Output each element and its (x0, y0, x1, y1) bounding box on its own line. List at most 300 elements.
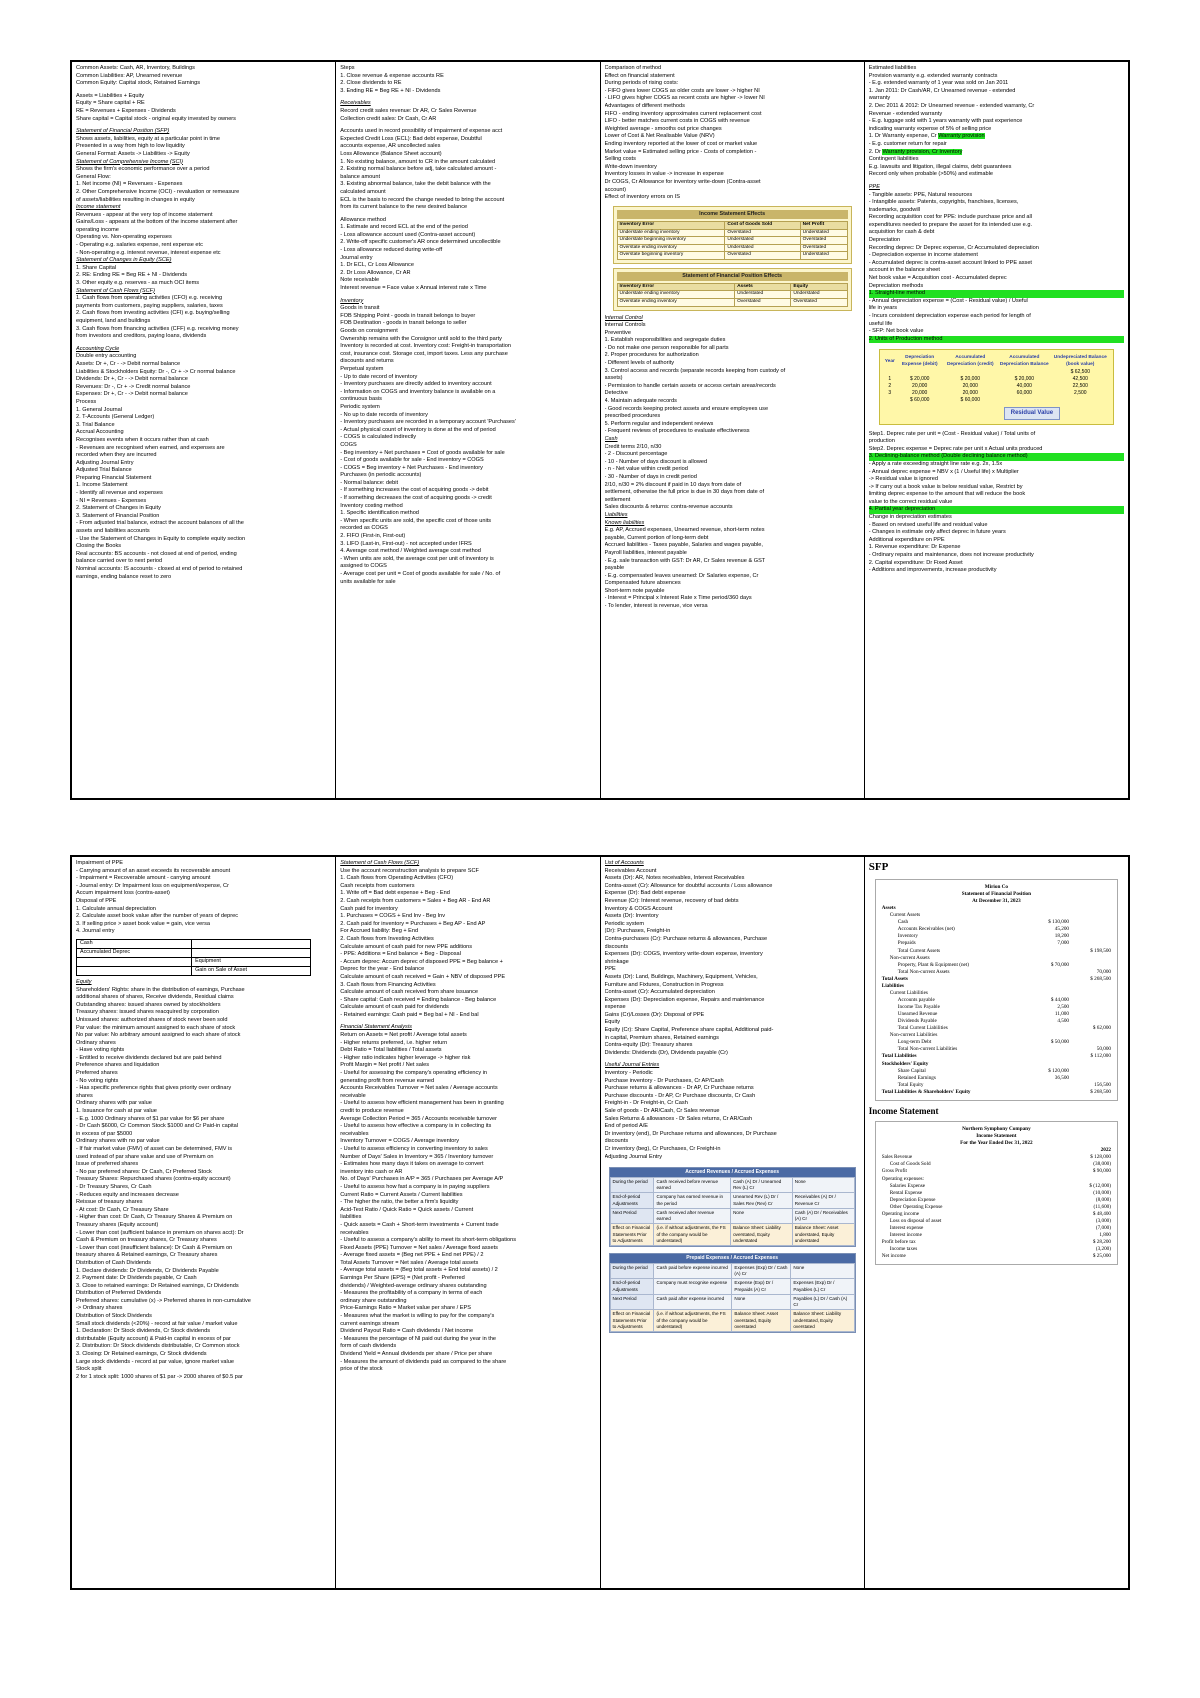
note-line: shrinkage (604, 958, 629, 965)
note-line: Dividends: Dividends (Dr), Dividends payable (Cr) (604, 1049, 728, 1056)
note-line: - E.g. extended warranty of 1 year was sold on Jan 2011 (868, 80, 1009, 87)
adj-cell: (i.e. if without adjustments, the FS of the company would be understated) (654, 1310, 732, 1332)
note-line: Contra-asset (Cr): Allowance for doubtful accounts / Loss allowance (604, 882, 773, 889)
table-cell: Understated (725, 244, 800, 252)
note-line: - Higher than cost: Dr Cash, Cr Treasury Shares & Premium on (76, 1214, 233, 1221)
note-line: Allowance method (340, 216, 386, 223)
note-line: useful life (868, 320, 893, 327)
p1-column-1 (72, 62, 336, 798)
note-line: Real accounts: BS accounts - not closed at end of period, ending (76, 550, 237, 557)
note-line: 2 for 1 stock split: 1000 shares of $1 par -> 2000 shares of $0.5 par (76, 1373, 243, 1380)
note-line: 2. Other Comprehensive Income (OCI) - revaluation or remeasure (76, 188, 240, 195)
note-line: Recognises events when it occurs rather than at cash (76, 436, 209, 443)
dep-cell: 42,500 (1072, 376, 1088, 383)
adj-cell: End-of-period Adjustments (610, 1193, 654, 1208)
note-line: cost, insurance cost. Storage cost, import taxes. Less any purchase (340, 350, 508, 357)
note-line: - Impairment = Recoverable amount - carrying amount (76, 875, 211, 882)
note-line: - Beg inventory + Net purchases = Cost of goods available for sale (340, 449, 505, 456)
note-line: Sales discounts & returns: contra-revenue accounts (604, 504, 733, 511)
note-line: - Up to date record of inventory (340, 373, 418, 380)
note-line: - Intangible assets: Patents, copyrights, franchises, licenses, (868, 199, 1019, 206)
is-line: Salaries Expense $ (12,000) (889, 1182, 1111, 1189)
note-line: Preference shares and liquidation (76, 1062, 160, 1069)
note-line: life in years (868, 305, 898, 312)
note-line: Equity (604, 1019, 621, 1026)
section-heading: Liabilities (604, 511, 628, 518)
income-statement (875, 1121, 1118, 1265)
note-line: Additional expenditure on PPE (868, 536, 945, 543)
note-line: Assets = Liabilities + Equity (76, 92, 145, 99)
adj-cell: Expense (Exp) Dr / Prepaids (A) Cr (732, 1279, 791, 1294)
note-line: form of cash dividends (340, 1343, 397, 1350)
note-line: General Format: Assets -> Liabilities -> Equity (76, 150, 190, 157)
section-heading: Equity (76, 978, 92, 985)
residual-value-label: Residual Value (1004, 407, 1060, 419)
note-line: RE = Revenues + Expenses - Dividends (76, 107, 176, 114)
note-line: Dividend Yield = Annual dividends per share / Price per share (340, 1351, 493, 1357)
sfp-line: Stockholders' Equity (881, 1060, 929, 1067)
adj-cell: Balance Sheet: Asset overstated, Equity overstated (732, 1310, 791, 1332)
table-header: Inventory Error (617, 222, 725, 230)
note-line: Par value: the minimum amount assigned to each share of stock (76, 1024, 236, 1031)
note-line: - Annual deprec expense = NBV x (1 / Useful life) x Multiplier (868, 468, 1019, 475)
is-line: Depreciation Expense (8,000) (889, 1196, 1111, 1203)
sfp-line: Total Non-current Liabilities 50,000 (897, 1046, 1111, 1053)
note-line: Small stock dividends (<20%) - record at fair value / market value (76, 1320, 238, 1327)
adj-cell: Company has earned revenue in the period (654, 1193, 731, 1208)
note-line: - COGS is calculated indirectly (340, 434, 417, 441)
note-line: Profit Margin = Net profit / Net sales (340, 1062, 430, 1069)
note-line: - Operating e.g. salaries expense, rent expense etc (76, 242, 203, 249)
note-line: Contra-equity (Dr): Treasury shares (604, 1042, 693, 1049)
note-line: Purchases (in periodic accounts) (340, 472, 422, 479)
table-cell: Understated (800, 229, 847, 237)
note-line: 2. FIFO (First-in, First-out) (340, 533, 406, 540)
note-line: Goods on consignment (340, 328, 398, 334)
note-line: Deprec for the year - End balance (340, 966, 425, 973)
note-line: Cr inventory (beg), Cr Purchases, Cr Freight-in (604, 1145, 721, 1152)
table-cell: Understated (800, 252, 847, 260)
table-cell: Overstate ending inventory (617, 244, 725, 252)
p2-column-3 (601, 857, 865, 1588)
note-line: 2/10, n/30 = 2% discount if paid in 10 days from date of (604, 481, 742, 488)
note-line: Periodic system (604, 920, 644, 927)
note-line: No. of Days' Purchases in A/P = 365 / Purchases per Average A/P (340, 1176, 504, 1183)
note-line: - E.g. sale transaction with GST: Dr AR, Cr Sales revenue & GST (604, 557, 766, 564)
note-line: - From adjusted trial balance, extract the account balances of all the (76, 520, 244, 527)
sfp-line: Property, Plant & Equipment (net) $ 70,000 (897, 961, 1069, 968)
note-line: inventory into cash or AR (340, 1168, 403, 1175)
note-line: Expense (Dr): Bad debt expense (604, 890, 686, 897)
note-line: Assets: Dr +, Cr - -> Debit normal balance (76, 360, 181, 367)
note-line: - LIFO gives higher COGS as recent costs are higher -> lower NI (604, 95, 765, 102)
note-line: - E.g. 1000 Ordinary shares of $1 par value for $6 per share (76, 1115, 225, 1122)
note-line: payments from customers, paying suppliers, salaries, taxes (76, 302, 223, 309)
note-line: 2. Dec 2011 & 2012: Dr Unearned revenue - extended warranty, Cr (868, 102, 1035, 109)
dep-cell: $ 60,000 (909, 396, 930, 403)
sfp-company: Mirion Co (984, 883, 1008, 890)
adj-cell: None (732, 1294, 791, 1309)
note-line: liabilities (340, 1214, 362, 1221)
adj-cell: Payables (L) Dr / Cash (A) Cr (791, 1294, 854, 1309)
note-line: Cash paid for inventory (340, 905, 398, 912)
sfp-line: Prepaids 7,000 (897, 940, 1069, 947)
note-line: 2. Proper procedures for authorization (604, 352, 699, 359)
sfp-line: Total Current Liabilities $ 62,000 (897, 1025, 1111, 1032)
note-line: - Quick assets = Cash + Short-term investments + Current trade (340, 1221, 499, 1228)
is-line: Operating expenses: (881, 1175, 924, 1182)
dep-cell: 2 (888, 383, 892, 389)
note-line: - Useful to assess how fast a company is in paying suppliers (340, 1183, 490, 1190)
sfp-heading: SFP (868, 861, 889, 873)
adj-cell: Expenses (Exp) Dr / Payables (L) Cr (791, 1279, 854, 1294)
note-line: generating profit from revenue earned (340, 1077, 435, 1084)
note-line: Cash & Premium on treasury shares, Cr Treasury shares (76, 1237, 217, 1244)
note-line: current earnings stream (340, 1320, 400, 1327)
table-header: Assets (735, 283, 791, 291)
note-line: 3. Other equity e.g. reserves - as much OCI items (76, 280, 200, 287)
note-line: Return on Assets = Net profit / Average total assets (340, 1032, 467, 1039)
note-line: No par value: No arbitrary amount assigned to each share of stock (76, 1032, 241, 1039)
note-line: 1. Income Statement (76, 482, 128, 489)
note-line: Ordinary shares with no par value (76, 1138, 160, 1145)
note-line: Assets (Dr): AR, Notes receivables, Interest Receivables (604, 875, 745, 882)
dep-cell: 20,000 (912, 383, 928, 389)
note-line: Presented in a way from high to low liquidity (76, 143, 185, 150)
disposal-journal-entry (76, 939, 311, 976)
table-row (617, 237, 847, 245)
dep-cell: 40,000 (1016, 383, 1032, 389)
section-heading: Statement of Cash Flows (SCF) (340, 860, 420, 866)
note-line: Recording acquisition cost for PPE: include purchase price and all (868, 214, 1032, 221)
note-line: Adjusting Journal Entry (604, 1153, 663, 1160)
dep-header: Accumulated Depreciation (credit) (946, 355, 994, 367)
note-line: - Incurs consistent depreciation expense each period for length of (868, 313, 1031, 319)
sfp-line: Non-current Liabilities (889, 1032, 938, 1039)
note-line: E.g. lawsuits and litigation, illegal claims, debt guarantees (868, 163, 1012, 170)
note-line: During periods of rising costs: (604, 80, 679, 87)
note-line: 2. Cash flows from investing activities (CFI) e.g. buying/selling (76, 310, 230, 317)
note-line: Inventory losses in value -> increase in expense (604, 171, 724, 178)
note-line: - When units are sold, the average cost per unit of inventory is (340, 555, 494, 562)
is-date: For the Year Ended Dec 31, 2022 (960, 1140, 1033, 1147)
accrued-revenues-table (609, 1167, 856, 1247)
adj-cell: Next Period (610, 1294, 654, 1309)
acc2-title: Prepaid Expenses / Accrued Expenses (610, 1254, 855, 1263)
note-line: accounts expense, AR uncollected sales (340, 143, 441, 150)
note-line: - Information on COGS and inventory balance is available on a (340, 388, 496, 395)
section-heading: PPE (868, 183, 880, 190)
note-line: 1. Cash flows from operating activities (CFO) e.g. receiving (76, 295, 223, 302)
section-heading: Internal Control (604, 314, 643, 321)
note-line: Expenses: Dr +, Cr - -> Debit normal balance (76, 391, 188, 398)
sfp-line: Share Capital $ 120,000 (897, 1067, 1069, 1074)
note-line: Dividends: Dr +, Cr - -> Debit normal balance (76, 376, 188, 383)
dep-cell: 2,500 (1074, 389, 1087, 396)
note-line: - Permission to handle certain assets or access certain areas/records (604, 382, 776, 389)
sfp-line: Retained Earnings 36,500 (897, 1074, 1069, 1081)
note-line: - PPE: Additions = End balance + Beg - Disposal (340, 951, 461, 958)
sfp-date: At December 31, 2023 (972, 898, 1021, 905)
adj-row (610, 1263, 854, 1278)
note-line: Gains (Cr)/Losses (Dr): Disposal of PPE (604, 1011, 705, 1018)
note-line: 2. Capital expenditure: Dr Fixed Asset (868, 559, 963, 566)
note-line: - Do not make one person responsible for all parts (604, 344, 729, 351)
note-line: Contra-purchases (Cr): Purchase returns & allowances, Purchase (604, 935, 768, 942)
note-line: 2. Cash flows from Investing Activities (340, 935, 434, 942)
note-line: - Use the Statement of Changes in Equity to complete equity section (76, 535, 246, 542)
note-line: Compensated future absences (604, 580, 681, 587)
note-line: assets) (604, 375, 623, 382)
note-line: receivables (340, 1130, 369, 1137)
note-line: - Measures the amount of dividends paid as compared to the share (340, 1358, 507, 1365)
note-line: assets and liabilities accounts (76, 528, 150, 535)
note-line: - Depreciation expense in income statement (868, 252, 978, 259)
sfp-line: Income Tax Payable 2,500 (897, 1004, 1069, 1011)
note-line: - Good records keeping protect assets and ensure employees use (604, 405, 769, 412)
adj-cell: Effect on Financial Statements Prior to Adjustments (610, 1310, 654, 1332)
note-line: - No up to date records of inventory (340, 411, 428, 418)
note-line: Distribution of Stock Dividends (76, 1313, 152, 1320)
adj-cell: During the period (610, 1263, 654, 1278)
note-line: discounts (604, 943, 629, 950)
table-header: Net Profit (800, 222, 847, 230)
table-cell: Understate beginning inventory (617, 237, 725, 245)
note-line: 2. Cash paid for inventory = Purchases + Beg AP - End AP (340, 920, 486, 927)
note-line: Ordinary shares with par value (76, 1100, 152, 1107)
note-line: Dr COGS, Cr Allowance for inventory write-down (Contra-asset (604, 178, 761, 185)
note-line: discounts and returns (340, 358, 394, 365)
note-line: expenditures needed to prepare the asset for its intended use e.g. (868, 221, 1033, 228)
adj-row (610, 1193, 854, 1208)
note-line: - Inventory purchases are directly added to inventory account (340, 381, 492, 388)
note-line: credit to produce revenue (340, 1108, 404, 1114)
note-line: Closing the Books (76, 543, 122, 550)
highlighted-line: 2. Units of Production method (869, 336, 1124, 344)
note-line: Common Liabilities: AP, Unearned revenue (76, 72, 183, 79)
note-line: Accrued liabilities - Taxes payable, Salaries and wages payable, (604, 542, 763, 549)
note-line: distributable (Equity account) & Paid-in capital in excess of par (76, 1335, 231, 1342)
section-heading: Income statement (76, 204, 121, 211)
note-line: acquisition for cash & debt (868, 229, 935, 236)
note-line: -> Ordinary shares (76, 1305, 123, 1312)
highlight: Warranty provision (938, 133, 985, 140)
table-header: Cost of Goods Sold (725, 222, 800, 230)
table-cell: Overstate beginning inventory (617, 252, 725, 260)
note-line: - Lower than cost (insufficient balance): Dr Cash & Premium on (76, 1244, 233, 1251)
table-header: Inventory Error (617, 283, 735, 291)
note-line: Revenue - extended warranty (868, 110, 943, 117)
dep-cell (997, 397, 1052, 404)
dep-cell: 20,000 (962, 389, 978, 396)
note-line: prescribed procedures (604, 413, 661, 420)
note-line: - Dr Treasury Shares, Cr Cash (76, 1183, 152, 1190)
section-heading: Known liabilities (604, 519, 645, 526)
table-cell: Overstated (800, 244, 847, 252)
is-line: Loss on disposal of asset (3,000) (889, 1217, 1111, 1224)
note-line: - Different levels of authority (604, 360, 675, 367)
income-statement-effects-table (613, 206, 852, 264)
note-line: - At cost: Dr Cash, Cr Treasury Share (76, 1206, 169, 1213)
note-line: 2. Cash receipts from customers = Sales + Beg AR - End AR (340, 897, 491, 904)
note-line: Stock split (76, 1366, 102, 1373)
note-line: - Cost of goods available for sale - End inventory = COGS (340, 457, 484, 464)
note-line: Expected Credit Loss (ECL): Bad debt expense, Doubtful (340, 135, 482, 142)
note-line: 2. Distribution: Dr Stock dividends distributable, Cr Common stock (76, 1343, 240, 1350)
sfp-line: Total Assets $ 268,500 (881, 975, 1111, 982)
is-line: Income taxes (3,200) (889, 1246, 1111, 1253)
note-line: Accum impairment loss (contra-asset) (76, 890, 170, 897)
section-heading: Inventory (340, 297, 364, 304)
note-line: limiting deprec expense to the amount that will reduce the book (868, 491, 1026, 498)
note-line: Revenue (Cr): Interest revenue, recovery of bad debts (604, 897, 739, 904)
note-line: 3. Close to retained earnings: Dr Retained earnings, Cr Dividends (76, 1282, 239, 1289)
note-line: Lower of Cost & Net Realisable Value (NRV) (604, 133, 715, 140)
note-line: ordinary share outstanding (340, 1297, 407, 1304)
section-heading: Statement of Cash Flows (SCF) (76, 287, 155, 294)
note-line: - E.g. luggage sold with 1 years warranty with past experience (868, 118, 1023, 125)
note-line: - Average total assets = (Beg total assets + End total assets) / 2 (340, 1267, 498, 1274)
note-line: - Loss allowance reduced during write-off (340, 247, 443, 254)
is-heading: Income Statement (868, 1105, 939, 1116)
note-line: - Normal balance: debit (340, 479, 399, 486)
note-line: - Useful to assess how efficient management has been in granting (340, 1100, 504, 1107)
note-line: Outstanding shares: issued shares owned by stockholders (76, 1001, 221, 1008)
depreciation-schedule (879, 349, 1114, 424)
note-line: - The higher the ratio, the better a firm's liquidity (340, 1199, 459, 1206)
note-line: Collection credit sales: Dr Cash, Cr AR (340, 115, 437, 122)
dep-cell (1052, 397, 1109, 404)
note-line: Contra-asset (Cr): Accumulated depreciation (604, 989, 715, 996)
note-line: ECL is the basis to record the change needed to bring the account (340, 196, 505, 203)
dep-row (884, 397, 1109, 404)
dep-cell: 20,000 (912, 389, 928, 396)
note-line: payable (604, 565, 625, 572)
adj-row (610, 1177, 854, 1192)
note-line: FIFO - ending inventory approximates current replacement cost (604, 110, 762, 117)
note-line: Advantages of different methods (604, 102, 685, 109)
sfp-line: Non-current Assets (889, 954, 930, 961)
note-line: 5. Perform regular and independent reviews (604, 420, 714, 427)
dep-header: Year (884, 358, 895, 364)
note-line: Average Collection Period = 365 / Accounts receivable turnover (340, 1115, 498, 1122)
note-line: payable, Current portion of long-term debt (604, 534, 709, 541)
is-line: Net income $ 25,000 (881, 1253, 1111, 1260)
table-cell: Understated (725, 237, 800, 245)
note-line: - Dr Cash $6000, Cr Common Stock $1000 and Cr Paid-in capital (76, 1123, 238, 1130)
note-line: Ending inventory reported at the lower of cost or market value (604, 140, 758, 147)
note-line: balance amount (340, 173, 381, 180)
dep-cell: $ 62,500 (1070, 369, 1091, 376)
note-line: - Actual physical count of inventory is done at the end of period (340, 426, 496, 433)
note-line: - Annual depreciation expense = (Cost - Residual value) / Useful (868, 297, 1028, 304)
note-line: - Average cost per unit = Cost of goods available for sale / No. of (340, 571, 501, 577)
note-line: Fixed Assets (PPE) Turnover = Net sales / Average fixed assets (340, 1244, 498, 1251)
note-line: Sale of goods - Dr AR/Cash, Cr Sales revenue (604, 1108, 720, 1114)
note-line: treasury shares & Retained earnings, Cr Treasury shares (76, 1252, 218, 1259)
table-row (617, 291, 847, 299)
is-line: Interest expense (7,000) (889, 1224, 1111, 1231)
highlight: Warranty provision, Cr Inventory (882, 148, 963, 155)
note-line: 1. Net income (NI) = Revenues - Expenses (76, 181, 183, 188)
adj-row (610, 1294, 854, 1309)
adj-cell: Effect on Financial Statements Prior to Adjustments (610, 1224, 654, 1246)
is-line: Profit before tax $ 28,200 (881, 1239, 1111, 1246)
note-line: - To lender, interest is revenue, vice versa (604, 603, 708, 610)
note-line: Debt Ratio = Total liabilities / Total assets (340, 1047, 442, 1054)
note-line: Treasury shares: issued shares reacquired by corporation (76, 1009, 219, 1016)
sfp-line: Current Assets (889, 912, 921, 919)
note-line: FOB Destination - goods in transit belongs to seller (340, 320, 467, 327)
note-line: Common Equity: Capital stock, Retained Earnings (76, 80, 201, 87)
note-line: Payroll liabilities, interest payable (604, 549, 687, 556)
note-line: End of period A/E (604, 1123, 649, 1130)
note-line: Distribution of Preferred Dividends (76, 1290, 162, 1297)
dep-cell: 20,000 (962, 383, 978, 389)
note-line: 2. Statement of Changes in Equity (76, 505, 161, 512)
dep-row (884, 390, 1109, 397)
note-line: Purchase inventory - Dr Purchases, Cr AP/Cash (604, 1077, 724, 1084)
adj-cell: End-of-period Adjustments (610, 1279, 654, 1294)
table-cell: Overstated (800, 237, 847, 245)
note-line: Write-down inventory (604, 163, 657, 170)
note-line: settlement, otherwise the full price is due in 30 days from date of (604, 489, 765, 496)
note-line: For Accrued liability: Beg + End (340, 928, 419, 935)
adj-cell: Cash received before revenue earned (654, 1177, 731, 1192)
note-line: Operating vs. Non-operating expenses (76, 234, 172, 241)
note-line: Adjusted Trial Balance (76, 467, 132, 474)
table-cell: Understated (791, 291, 847, 299)
note-line: of assets/liabilities resulting in changes in equity (76, 196, 195, 203)
note-line: Equity (Cr): Share Capital, Preference share capital, Additional paid- (604, 1027, 774, 1034)
note-line: - If fair market value (FMV) of asset can be determined, FMV is (76, 1146, 233, 1152)
note-line: Calculate amount of cash paid for dividends (340, 1004, 449, 1011)
note-line: Revenues: Dr -, Cr + -> Credit normal balance (76, 383, 191, 390)
is-year: 2022 (1100, 1147, 1111, 1154)
note-line: 3. Statement of Financial Position (76, 512, 160, 519)
note-line: 3. Trial Balance (76, 421, 115, 428)
note-line: - Identify all revenue and expenses (76, 490, 163, 497)
note-line: Shareholders' Rights: share in the distribution of earnings, Purchase (76, 986, 245, 993)
adj-row (610, 1208, 854, 1223)
p2-column-4 (865, 857, 1128, 1588)
note-line: Inventory & COGS Account (604, 905, 673, 912)
note-line: operating income (76, 226, 119, 233)
note-line: 3. Ending RE = Beg RE + NI - Dividends (340, 87, 441, 94)
note-line: - Average fixed assets = (Beg net PPE + End net PPE) / 2 (340, 1252, 484, 1259)
sfp-line: Accounts Receivables (net) 45,200 (897, 926, 1069, 933)
note-line: Liabilities & Stockholders Equity: Dr -, Cr + -> Cr normal balance (76, 368, 236, 375)
adj-row (610, 1310, 854, 1332)
table-cell: Overstated (735, 298, 791, 306)
section-heading: Cash (604, 436, 618, 442)
note-line: - No par preferred shares: Dr Cash, Cr Preferred Stock (76, 1168, 212, 1175)
table-row (617, 298, 847, 306)
note-line: - FIFO gives lower COGS as older costs are lower -> higher NI (604, 87, 760, 94)
note-line: PPE (604, 966, 616, 973)
adj-cell: During the period (610, 1177, 654, 1192)
dep-row (884, 383, 1109, 390)
table-cell: Overstated (725, 229, 800, 237)
sfp-line: Total Non-current Assets 70,000 (897, 968, 1111, 975)
table-cell: Overstated (791, 298, 847, 306)
adj-cell: Balance Sheet: Liability overstated, Equity understated (731, 1224, 793, 1246)
p1-column-4 (865, 62, 1128, 798)
note-line: Periodic system (340, 403, 380, 410)
note-line: Calculate amount of cash received from share issuance (340, 989, 478, 996)
sfp-line: Unearned Revenue 11,000 (897, 1011, 1069, 1018)
note-line: - Estimates how many days it takes on average to convert (340, 1161, 484, 1168)
